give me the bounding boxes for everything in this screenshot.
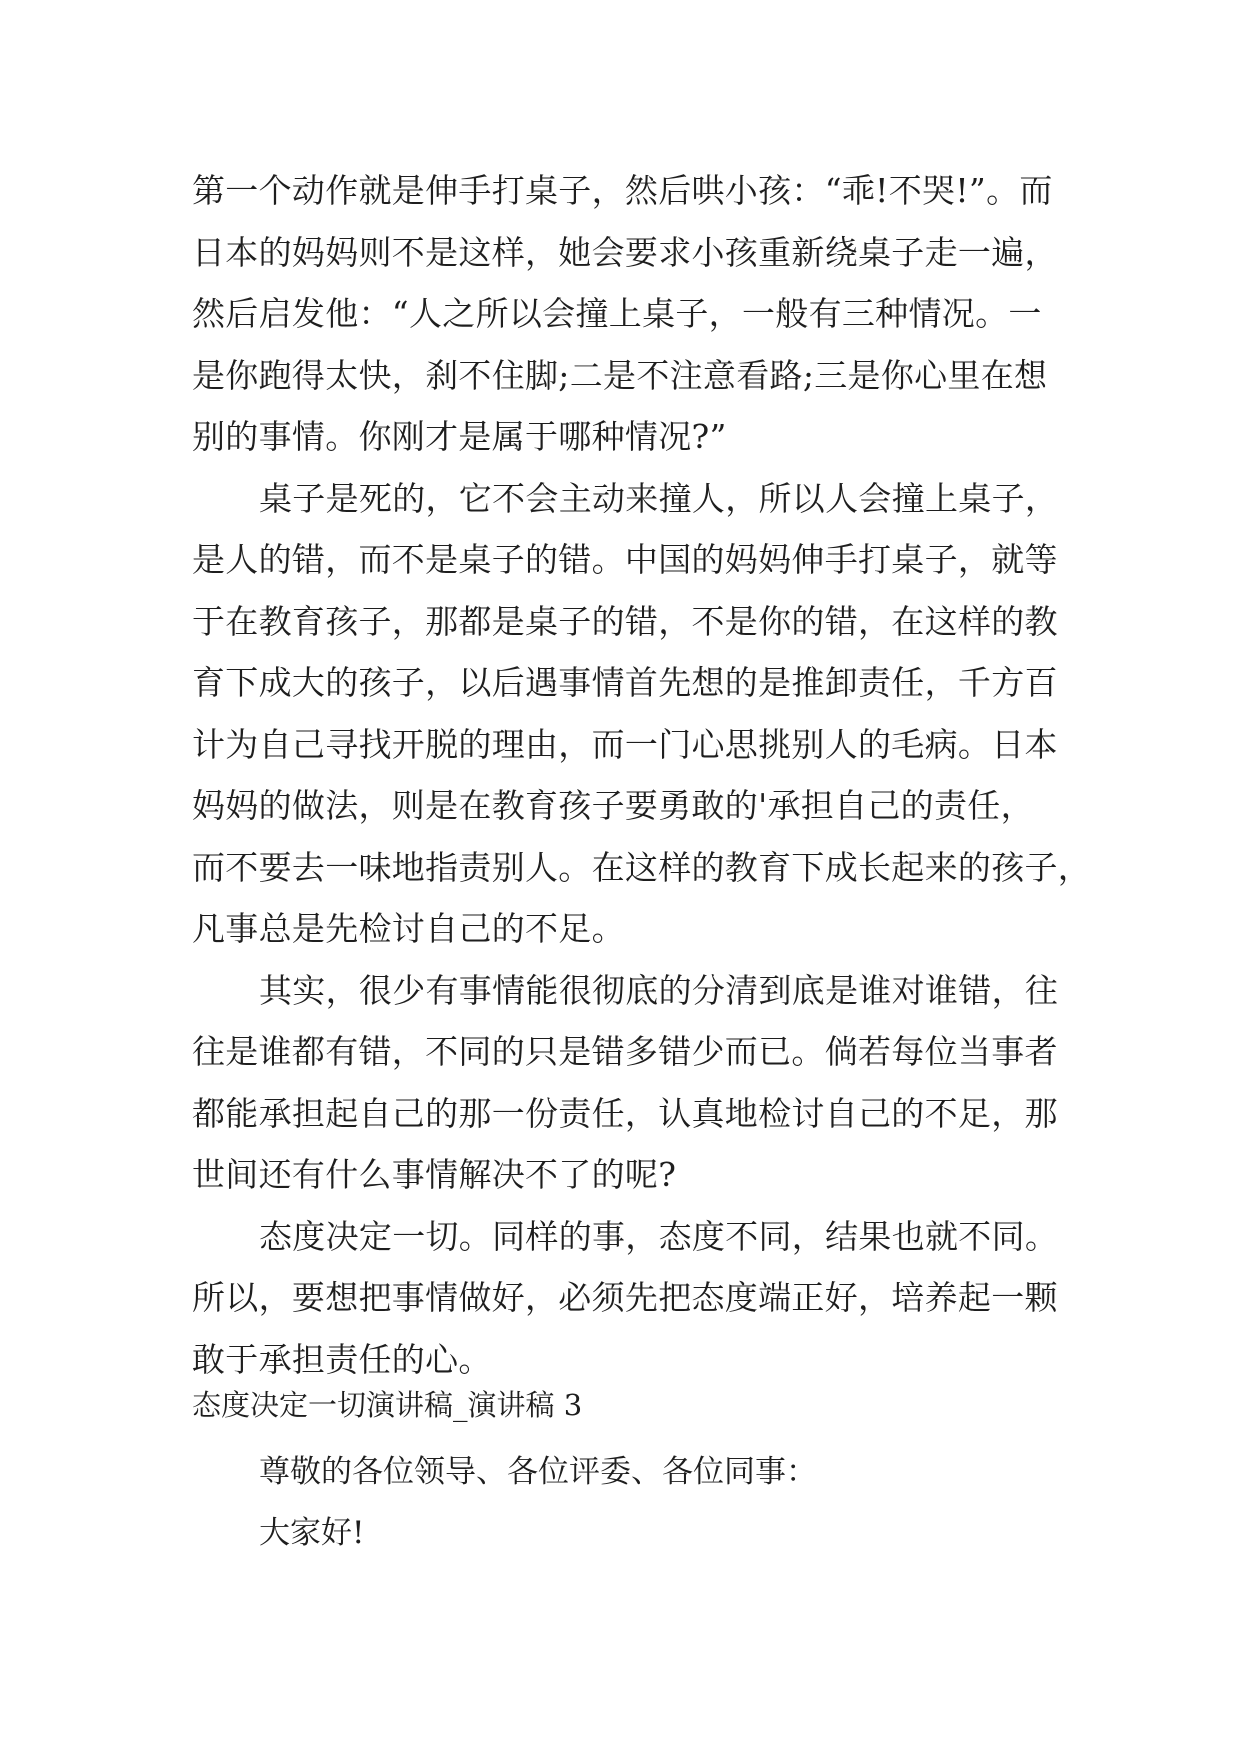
paragraph-line: 桌子是死的，它不会主动来撞人，所以人会撞上桌子，: [259, 478, 1059, 518]
paragraph-line: 是你跑得太快，刹不住脚;二是不注意看路;三是你心里在想: [192, 355, 1048, 395]
paragraph-line: 别的事情。你刚才是属于哪种情况?”: [192, 417, 727, 456]
paragraph-line: 妈妈的做法，则是在教育孩子要勇敢的'承担自己的责任，: [192, 786, 1034, 825]
section-heading: 态度决定一切演讲稿_演讲稿 3: [192, 1388, 583, 1422]
paragraph: [192, 468, 1092, 960]
paragraph-line: 世间还有什么事情解决不了的呢?: [192, 1155, 677, 1194]
paragraph-line: 然后启发他：“人之所以会撞上桌子，一般有三种情况。一: [192, 294, 1042, 333]
paragraph-line: 第一个动作就是伸手打桌子，然后哄小孩：“乖!不哭!”。而: [192, 171, 1053, 210]
paragraph-line: 所以，要想把事情做好，必须先把态度端正好，培养起一颗: [192, 1278, 1058, 1317]
paragraph-line: 凡事总是先检讨自己的不足。: [192, 909, 625, 948]
paragraph-line: 育下成大的孩子，以后遇事情首先想的是推卸责任，千方百: [192, 663, 1058, 702]
paragraph-line: 而不要去一味地指责别人。在这样的教育下成长起来的孩子，: [192, 847, 1092, 887]
paragraph: [192, 960, 1062, 1206]
paragraph-line: 计为自己寻找开脱的理由，而一门心思挑别人的毛病。日本: [192, 724, 1058, 764]
paragraph: [192, 1206, 1062, 1391]
paragraph-line: 于在教育孩子，那都是桌子的错，不是你的错，在这样的教: [192, 601, 1058, 641]
paragraph-line: 敢于承担责任的心。: [192, 1339, 492, 1379]
paragraph-line: 往是谁都有错，不同的只是错多错少而已。倘若每位当事者: [192, 1032, 1058, 1071]
paragraph: [192, 160, 1062, 468]
speech-opening: [259, 1442, 817, 1564]
document-body: [192, 160, 1092, 1390]
salutation-line: 尊敬的各位领导、各位评委、各位同事：: [259, 1454, 817, 1490]
paragraph-line: 态度决定一切。同样的事，态度不同，结果也就不同。: [259, 1216, 1059, 1256]
paragraph-line: 是人的错，而不是桌子的错。中国的妈妈伸手打桌子，就等: [192, 540, 1058, 579]
paragraph-line: 其实，很少有事情能很彻底的分清到底是谁对谁错，往: [259, 970, 1059, 1010]
greeting-line: 大家好!: [259, 1515, 365, 1551]
paragraph-line: 日本的妈妈则不是这样，她会要求小孩重新绕桌子走一遍，: [192, 232, 1058, 272]
paragraph-line: 都能承担起自己的那一份责任，认真地检讨自己的不足，那: [192, 1093, 1058, 1133]
